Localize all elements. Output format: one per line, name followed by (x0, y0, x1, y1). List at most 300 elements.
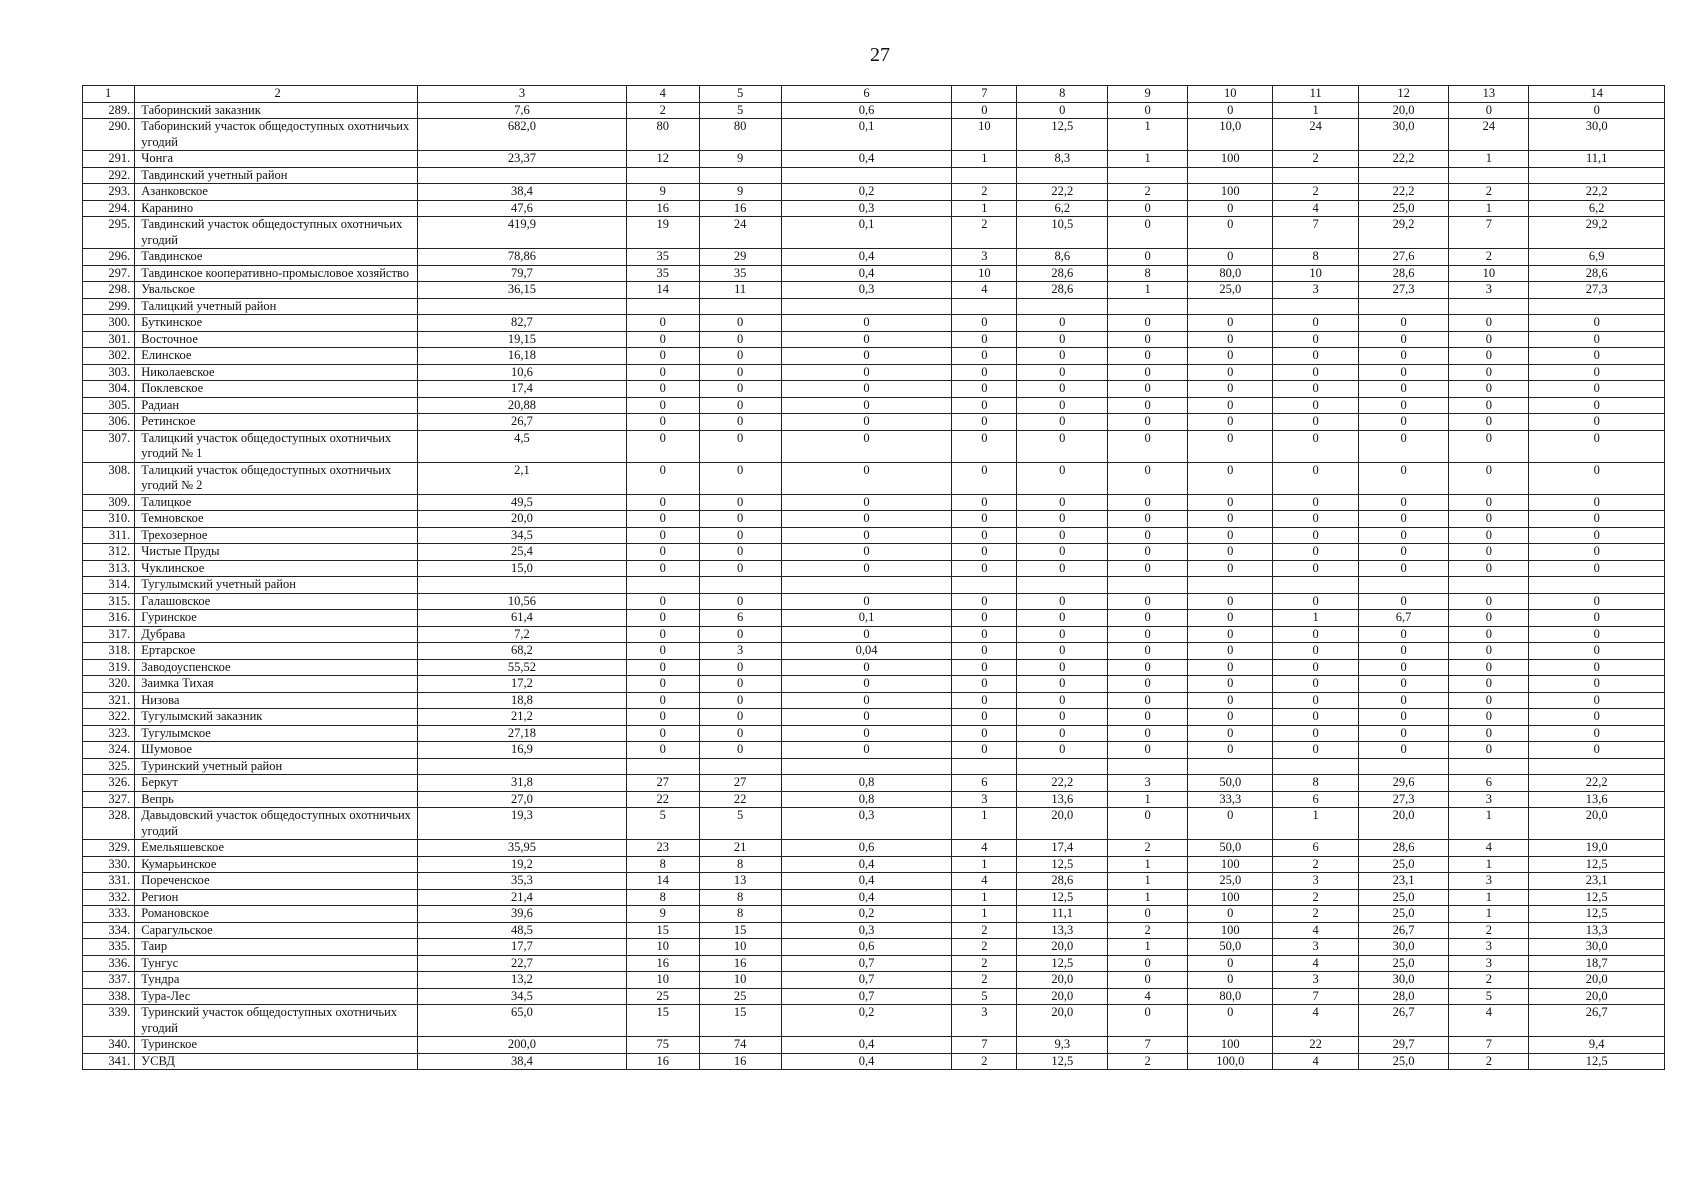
value-cell: 0 (1358, 364, 1449, 381)
table-row (83, 217, 1665, 249)
value-cell: 0 (1108, 430, 1188, 462)
name-cell: Заводоуспенское (135, 659, 418, 676)
value-cell: 4 (952, 282, 1017, 299)
value-cell: 0 (1273, 430, 1358, 462)
value-cell: 0 (1273, 348, 1358, 365)
value-cell: 15 (627, 1005, 700, 1037)
value-cell: 24 (1273, 119, 1358, 151)
value-cell: 7 (1449, 1037, 1529, 1054)
value-cell: 0,1 (781, 119, 952, 151)
value-cell: 14 (627, 873, 700, 890)
row-number-cell: 339. (83, 1005, 135, 1037)
value-cell: 3 (1449, 873, 1529, 890)
value-cell: 8 (627, 889, 700, 906)
value-cell (1358, 758, 1449, 775)
value-cell: 5 (1449, 988, 1529, 1005)
value-cell: 0 (1017, 315, 1108, 332)
name-cell: Беркут (135, 775, 418, 792)
header-cell: 4 (627, 86, 700, 103)
value-cell: 0 (1273, 544, 1358, 561)
value-cell: 1 (1108, 119, 1188, 151)
value-cell: 1 (1449, 151, 1529, 168)
value-cell: 10 (1449, 265, 1529, 282)
name-cell: Чистые Пруды (135, 544, 418, 561)
value-cell: 0 (1017, 527, 1108, 544)
header-cell: 6 (781, 86, 952, 103)
value-cell: 31,8 (417, 775, 626, 792)
value-cell: 8 (1273, 249, 1358, 266)
value-cell (627, 577, 700, 594)
value-cell: 5 (952, 988, 1017, 1005)
value-cell: 0 (1529, 315, 1665, 332)
value-cell: 3 (952, 791, 1017, 808)
row-number-cell: 338. (83, 988, 135, 1005)
value-cell: 25,0 (1358, 889, 1449, 906)
value-cell: 25,4 (417, 544, 626, 561)
value-cell: 75 (627, 1037, 700, 1054)
value-cell: 0 (1358, 397, 1449, 414)
value-cell: 4 (1273, 1053, 1358, 1070)
value-cell: 3 (1273, 939, 1358, 956)
value-cell: 18,8 (417, 692, 626, 709)
value-cell: 0 (952, 462, 1017, 494)
value-cell: 27,6 (1358, 249, 1449, 266)
value-cell: 0 (1188, 544, 1273, 561)
value-cell: 0 (1108, 527, 1188, 544)
value-cell (627, 298, 700, 315)
value-cell: 0 (627, 511, 700, 528)
value-cell (1449, 167, 1529, 184)
value-cell: 0 (781, 709, 952, 726)
value-cell: 16 (627, 955, 700, 972)
value-cell: 0 (1108, 331, 1188, 348)
value-cell: 29,2 (1529, 217, 1665, 249)
value-cell: 0 (699, 593, 781, 610)
name-cell: Давыдовский участок общедоступных охотничьих угодий (135, 808, 418, 840)
value-cell: 0 (627, 381, 700, 398)
value-cell: 19,3 (417, 808, 626, 840)
name-cell: Талицкий учетный район (135, 298, 418, 315)
value-cell: 22 (1273, 1037, 1358, 1054)
row-number-cell: 334. (83, 922, 135, 939)
value-cell: 5 (699, 808, 781, 840)
value-cell: 2 (627, 102, 700, 119)
row-number-cell: 333. (83, 906, 135, 923)
value-cell: 0 (1188, 462, 1273, 494)
value-cell: 0 (1529, 381, 1665, 398)
name-cell: Регион (135, 889, 418, 906)
value-cell (952, 167, 1017, 184)
value-cell: 19,0 (1529, 840, 1665, 857)
value-cell: 21,2 (417, 709, 626, 726)
table-row (83, 184, 1665, 201)
value-cell: 0 (1273, 692, 1358, 709)
value-cell: 0 (1273, 527, 1358, 544)
name-cell: Тавдинское кооперативно-промысловое хозяйство (135, 265, 418, 282)
row-number-cell: 323. (83, 725, 135, 742)
value-cell: 0 (1188, 742, 1273, 759)
value-cell: 0,7 (781, 972, 952, 989)
row-number-cell: 292. (83, 167, 135, 184)
value-cell: 0,3 (781, 282, 952, 299)
value-cell: 16,9 (417, 742, 626, 759)
value-cell: 0 (1108, 593, 1188, 610)
table-row (83, 494, 1665, 511)
value-cell: 0 (1358, 381, 1449, 398)
value-cell: 0 (1358, 315, 1449, 332)
value-cell: 0 (1108, 462, 1188, 494)
value-cell: 29,2 (1358, 217, 1449, 249)
header-cell: 9 (1108, 86, 1188, 103)
value-cell: 0,7 (781, 955, 952, 972)
value-cell: 0,1 (781, 610, 952, 627)
name-cell: Шумовое (135, 742, 418, 759)
value-cell: 25,0 (1188, 282, 1273, 299)
name-cell: Радиан (135, 397, 418, 414)
value-cell: 5 (627, 808, 700, 840)
value-cell: 0 (1108, 742, 1188, 759)
value-cell: 100 (1188, 1037, 1273, 1054)
value-cell: 0 (1188, 593, 1273, 610)
value-cell: 35,95 (417, 840, 626, 857)
value-cell: 0 (1273, 709, 1358, 726)
value-cell: 0,4 (781, 151, 952, 168)
value-cell: 0 (699, 544, 781, 561)
value-cell: 28,0 (1358, 988, 1449, 1005)
value-cell: 1 (1449, 906, 1529, 923)
value-cell: 50,0 (1188, 775, 1273, 792)
value-cell: 0,4 (781, 265, 952, 282)
value-cell: 82,7 (417, 315, 626, 332)
value-cell: 9 (627, 906, 700, 923)
value-cell: 7,2 (417, 626, 626, 643)
value-cell: 0 (1449, 348, 1529, 365)
value-cell: 25,0 (1358, 200, 1449, 217)
row-number-cell: 293. (83, 184, 135, 201)
value-cell: 0 (1108, 249, 1188, 266)
value-cell: 0 (781, 659, 952, 676)
value-cell: 0,6 (781, 102, 952, 119)
value-cell: 19 (627, 217, 700, 249)
value-cell: 9 (627, 184, 700, 201)
value-cell: 0 (1273, 659, 1358, 676)
value-cell: 0 (1449, 725, 1529, 742)
value-cell: 0 (952, 725, 1017, 742)
value-cell: 16 (699, 955, 781, 972)
table-row (83, 348, 1665, 365)
value-cell: 0 (1188, 527, 1273, 544)
value-cell: 3 (952, 1005, 1017, 1037)
value-cell: 0 (699, 381, 781, 398)
value-cell: 0 (1108, 643, 1188, 660)
value-cell: 24 (1449, 119, 1529, 151)
value-cell: 0 (952, 348, 1017, 365)
row-number-cell: 341. (83, 1053, 135, 1070)
value-cell: 7 (1108, 1037, 1188, 1054)
value-cell: 0 (1273, 593, 1358, 610)
value-cell: 68,2 (417, 643, 626, 660)
value-cell: 0 (1188, 955, 1273, 972)
name-cell: Гуринское (135, 610, 418, 627)
value-cell: 0 (781, 511, 952, 528)
value-cell: 0 (1188, 381, 1273, 398)
value-cell: 20,0 (1017, 1005, 1108, 1037)
value-cell: 30,0 (1529, 119, 1665, 151)
value-cell (699, 758, 781, 775)
value-cell: 4 (1273, 1005, 1358, 1037)
value-cell: 0 (952, 331, 1017, 348)
value-cell: 16 (699, 200, 781, 217)
value-cell: 4 (1273, 200, 1358, 217)
value-cell: 0,4 (781, 873, 952, 890)
value-cell: 10,6 (417, 364, 626, 381)
value-cell: 25,0 (1358, 856, 1449, 873)
value-cell (1529, 298, 1665, 315)
row-number-cell: 340. (83, 1037, 135, 1054)
value-cell: 0 (1017, 102, 1108, 119)
value-cell: 0 (627, 348, 700, 365)
value-cell: 0 (952, 560, 1017, 577)
table-row (83, 560, 1665, 577)
value-cell: 0 (1529, 331, 1665, 348)
value-cell: 12,5 (1017, 1053, 1108, 1070)
value-cell: 22 (699, 791, 781, 808)
value-cell: 0 (952, 593, 1017, 610)
value-cell (1273, 167, 1358, 184)
page-number: 27 (870, 44, 890, 66)
value-cell: 25,0 (1358, 955, 1449, 972)
value-cell: 2 (1108, 840, 1188, 857)
value-cell: 0 (1108, 626, 1188, 643)
value-cell: 0 (1358, 742, 1449, 759)
value-cell: 10 (627, 939, 700, 956)
row-number-cell: 337. (83, 972, 135, 989)
value-cell: 16 (699, 1053, 781, 1070)
value-cell: 13,3 (1017, 922, 1108, 939)
table-row (83, 840, 1665, 857)
value-cell: 0 (781, 560, 952, 577)
value-cell: 0 (952, 643, 1017, 660)
table-row (83, 922, 1665, 939)
value-cell: 682,0 (417, 119, 626, 151)
value-cell: 0 (1358, 527, 1449, 544)
value-cell (1188, 167, 1273, 184)
table-row (83, 676, 1665, 693)
value-cell: 0 (1449, 315, 1529, 332)
value-cell: 10,56 (417, 593, 626, 610)
value-cell: 0 (1358, 544, 1449, 561)
value-cell: 0 (1017, 725, 1108, 742)
table-row (83, 462, 1665, 494)
name-cell: Увальское (135, 282, 418, 299)
value-cell: 0 (1108, 906, 1188, 923)
value-cell: 0 (699, 692, 781, 709)
value-cell (1188, 298, 1273, 315)
value-cell: 0 (1108, 972, 1188, 989)
row-number-cell: 317. (83, 626, 135, 643)
value-cell: 25,0 (1358, 1053, 1449, 1070)
name-cell: Емельяшевское (135, 840, 418, 857)
value-cell: 2 (1108, 1053, 1188, 1070)
value-cell: 17,2 (417, 676, 626, 693)
value-cell: 0 (1108, 560, 1188, 577)
value-cell: 17,4 (417, 381, 626, 398)
table-row (83, 610, 1665, 627)
value-cell: 10 (952, 119, 1017, 151)
value-cell: 0 (1449, 102, 1529, 119)
value-cell: 0 (627, 643, 700, 660)
row-number-cell: 321. (83, 692, 135, 709)
value-cell (417, 298, 626, 315)
value-cell: 0 (699, 462, 781, 494)
value-cell: 61,4 (417, 610, 626, 627)
value-cell: 0 (1273, 414, 1358, 431)
value-cell: 0 (952, 511, 1017, 528)
value-cell: 0 (1358, 692, 1449, 709)
value-cell: 10,0 (1188, 119, 1273, 151)
value-cell: 0 (781, 364, 952, 381)
value-cell: 0 (1449, 414, 1529, 431)
value-cell: 0 (1358, 626, 1449, 643)
value-cell: 12,5 (1529, 906, 1665, 923)
value-cell: 0 (952, 676, 1017, 693)
value-cell: 0 (1188, 643, 1273, 660)
name-cell: Тундра (135, 972, 418, 989)
value-cell: 8,3 (1017, 151, 1108, 168)
value-cell: 0 (699, 709, 781, 726)
value-cell: 0 (1017, 364, 1108, 381)
value-cell: 8 (699, 856, 781, 873)
value-cell: 0 (1108, 610, 1188, 627)
row-number-cell: 314. (83, 577, 135, 594)
header-cell: 7 (952, 86, 1017, 103)
row-number-cell: 325. (83, 758, 135, 775)
row-number-cell: 326. (83, 775, 135, 792)
value-cell: 0 (781, 676, 952, 693)
header-cell: 12 (1358, 86, 1449, 103)
value-cell: 100 (1188, 922, 1273, 939)
value-cell: 0 (1017, 742, 1108, 759)
value-cell: 10 (952, 265, 1017, 282)
value-cell: 15 (699, 922, 781, 939)
table-row (83, 939, 1665, 956)
row-number-cell: 315. (83, 593, 135, 610)
value-cell: 0 (627, 709, 700, 726)
value-cell: 0 (781, 742, 952, 759)
name-cell: Таир (135, 939, 418, 956)
value-cell: 28,6 (1017, 265, 1108, 282)
table-row (83, 1037, 1665, 1054)
value-cell: 0 (1449, 659, 1529, 676)
value-cell: 0,4 (781, 856, 952, 873)
value-cell: 0 (781, 544, 952, 561)
value-cell: 1 (952, 906, 1017, 923)
value-cell: 0 (952, 626, 1017, 643)
table-row (83, 577, 1665, 594)
data-table (82, 85, 1665, 1070)
value-cell: 0 (627, 397, 700, 414)
value-cell: 0 (699, 725, 781, 742)
value-cell: 12,5 (1529, 856, 1665, 873)
value-cell: 0 (1449, 544, 1529, 561)
name-cell: Дубрава (135, 626, 418, 643)
value-cell: 80 (627, 119, 700, 151)
value-cell: 0 (952, 692, 1017, 709)
value-cell: 0 (1273, 315, 1358, 332)
value-cell: 4 (1273, 922, 1358, 939)
value-cell (417, 758, 626, 775)
value-cell: 0 (627, 364, 700, 381)
value-cell (1108, 298, 1188, 315)
value-cell: 0 (1529, 560, 1665, 577)
value-cell (952, 577, 1017, 594)
value-cell: 0 (1188, 808, 1273, 840)
value-cell: 0 (627, 593, 700, 610)
value-cell: 0 (1529, 462, 1665, 494)
value-cell: 0 (699, 511, 781, 528)
value-cell: 0 (1188, 560, 1273, 577)
value-cell: 419,9 (417, 217, 626, 249)
name-cell: Трехозерное (135, 527, 418, 544)
value-cell: 0,8 (781, 791, 952, 808)
value-cell: 6 (699, 610, 781, 627)
value-cell: 16,18 (417, 348, 626, 365)
value-cell: 0 (1108, 692, 1188, 709)
row-number-cell: 305. (83, 397, 135, 414)
value-cell: 1 (1273, 102, 1358, 119)
value-cell: 0 (1188, 249, 1273, 266)
value-cell: 0 (1449, 643, 1529, 660)
value-cell: 0 (1108, 659, 1188, 676)
name-cell: Азанковское (135, 184, 418, 201)
value-cell: 0 (1529, 544, 1665, 561)
value-cell: 0 (1188, 511, 1273, 528)
value-cell: 1 (1449, 889, 1529, 906)
value-cell: 0 (1188, 430, 1273, 462)
value-cell: 0 (1358, 414, 1449, 431)
value-cell: 0 (1017, 560, 1108, 577)
value-cell: 0 (1358, 560, 1449, 577)
row-number-cell: 322. (83, 709, 135, 726)
value-cell: 8 (627, 856, 700, 873)
value-cell: 35 (699, 265, 781, 282)
value-cell: 0 (1188, 906, 1273, 923)
name-cell: УСВД (135, 1053, 418, 1070)
value-cell: 0 (781, 348, 952, 365)
value-cell: 0 (1529, 643, 1665, 660)
value-cell (1529, 577, 1665, 594)
value-cell: 0 (952, 544, 1017, 561)
name-cell: Тавдинское (135, 249, 418, 266)
table-row (83, 282, 1665, 299)
value-cell: 0 (627, 315, 700, 332)
value-cell (699, 298, 781, 315)
value-cell: 10 (699, 972, 781, 989)
value-cell: 6 (1273, 791, 1358, 808)
value-cell: 6 (952, 775, 1017, 792)
value-cell: 0 (1358, 725, 1449, 742)
value-cell: 0 (1449, 430, 1529, 462)
value-cell: 0,2 (781, 1005, 952, 1037)
table-row (83, 709, 1665, 726)
name-cell: Тугулымский учетный район (135, 577, 418, 594)
value-cell: 6 (1273, 840, 1358, 857)
value-cell (627, 167, 700, 184)
table-row (83, 414, 1665, 431)
value-cell: 0 (699, 364, 781, 381)
value-cell: 0 (1529, 709, 1665, 726)
value-cell: 0 (952, 397, 1017, 414)
